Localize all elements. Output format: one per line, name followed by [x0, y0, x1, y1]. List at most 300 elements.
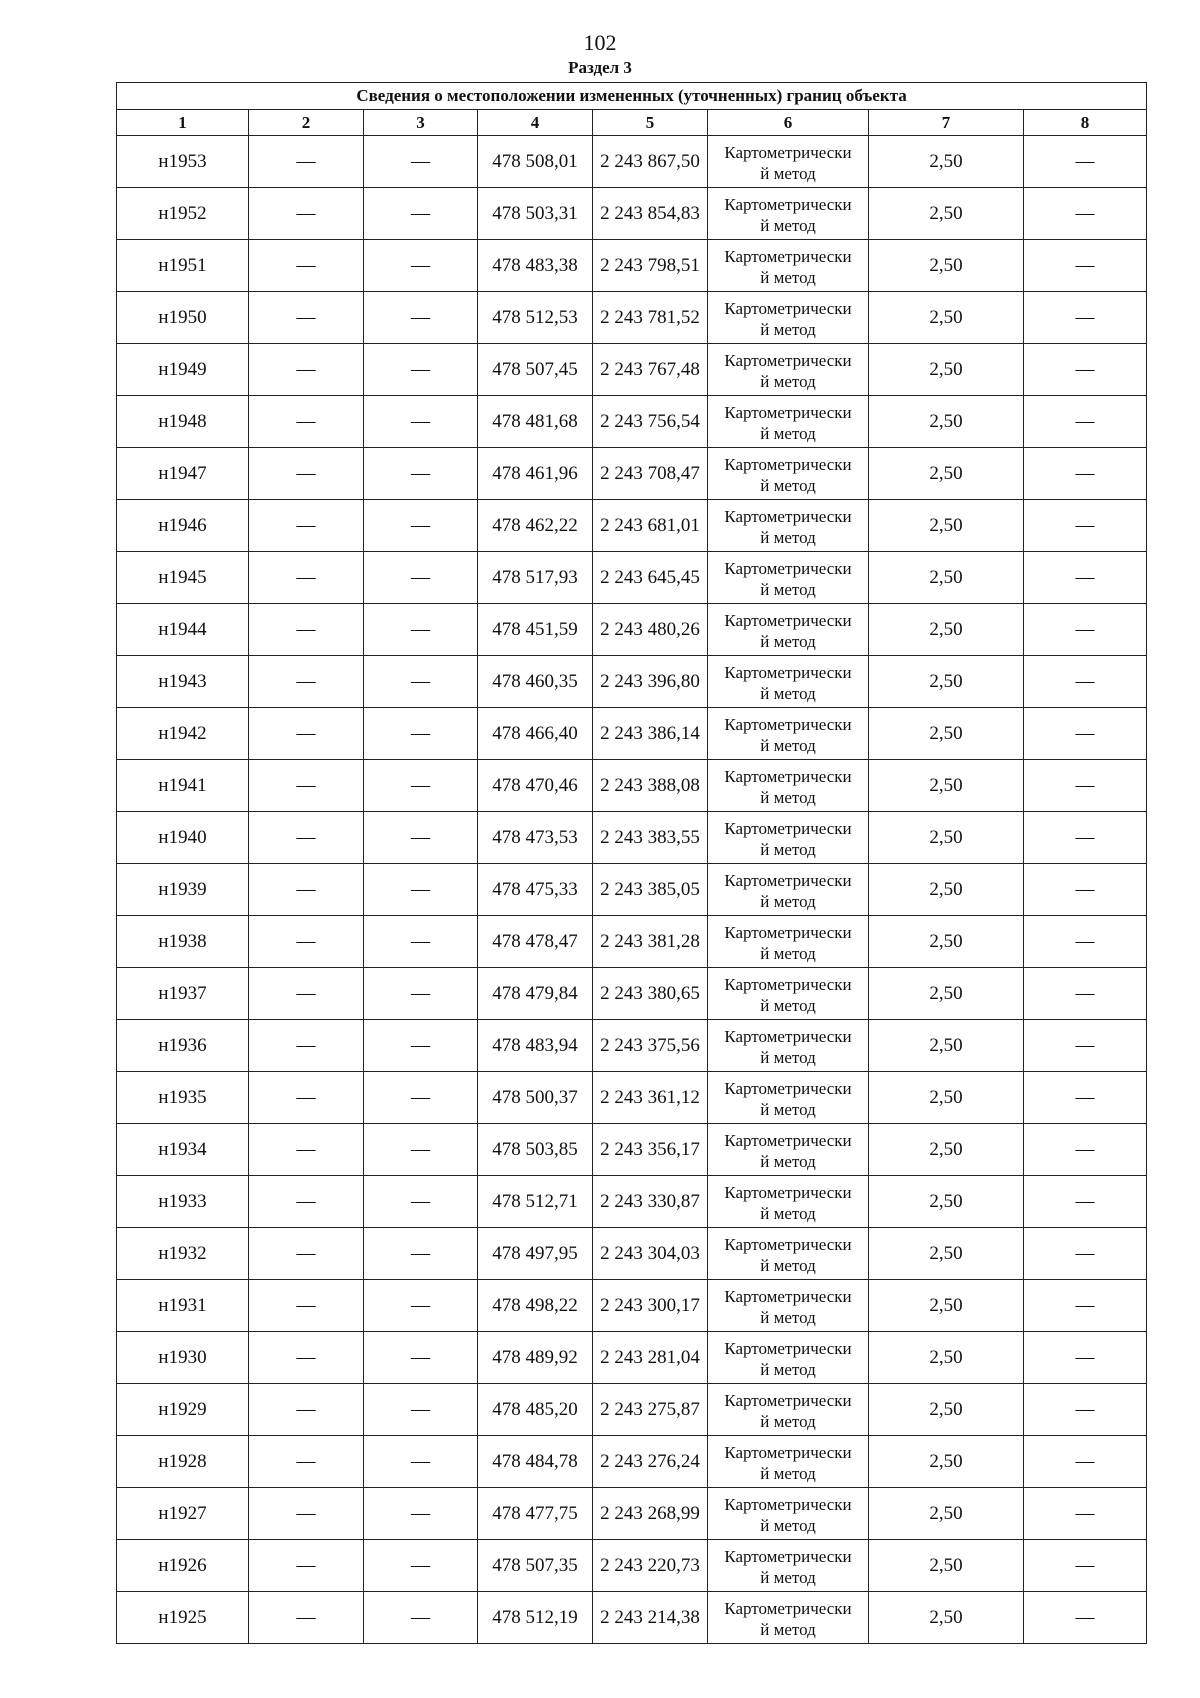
method-line-2: й метод — [760, 1359, 816, 1379]
page-number: 102 — [583, 30, 617, 55]
method-line-2: й метод — [760, 319, 816, 339]
x-coordinate-cell: 478 484,78 — [478, 1436, 593, 1488]
table-row — [117, 292, 1147, 344]
point-number-cell: н1941 — [117, 760, 249, 812]
column-3-cell: — — [364, 1488, 478, 1540]
method-line-1: Картометрически — [724, 1130, 852, 1150]
point-number-cell: н1935 — [117, 1072, 249, 1124]
method-line-1: Картометрически — [724, 870, 852, 890]
column-8-cell: — — [1024, 344, 1147, 396]
section-title: Раздел 3 — [568, 58, 632, 77]
column-8-cell: — — [1024, 760, 1147, 812]
accuracy-cell: 2,50 — [869, 292, 1024, 344]
column-2-cell: — — [249, 1176, 364, 1228]
method-line-2: й метод — [760, 1203, 816, 1223]
y-coordinate-cell: 2 243 756,54 — [593, 396, 708, 448]
column-2-cell: — — [249, 292, 364, 344]
point-number-cell: н1933 — [117, 1176, 249, 1228]
accuracy-cell: 2,50 — [869, 760, 1024, 812]
column-8-cell: — — [1024, 864, 1147, 916]
y-coordinate-cell: 2 243 220,73 — [593, 1540, 708, 1592]
table-row — [117, 1020, 1147, 1072]
table-row — [117, 1280, 1147, 1332]
y-coordinate-cell: 2 243 304,03 — [593, 1228, 708, 1280]
method-cell — [708, 136, 869, 188]
table-row — [117, 344, 1147, 396]
x-coordinate-cell: 478 497,95 — [478, 1228, 593, 1280]
table-row — [117, 552, 1147, 604]
column-2-cell: — — [249, 1592, 364, 1644]
column-2-cell: — — [249, 1020, 364, 1072]
method-line-2: й метод — [760, 839, 816, 859]
column-8-cell: — — [1024, 1592, 1147, 1644]
method-line-2: й метод — [760, 1307, 816, 1327]
column-8-cell: — — [1024, 812, 1147, 864]
column-8-cell: — — [1024, 916, 1147, 968]
method-cell — [708, 1540, 869, 1592]
table-row — [117, 1540, 1147, 1592]
column-3-cell: — — [364, 1332, 478, 1384]
method-line-1: Картометрически — [724, 558, 852, 578]
accuracy-cell: 2,50 — [869, 1176, 1024, 1228]
method-line-2: й метод — [760, 1567, 816, 1587]
column-3-cell: — — [364, 812, 478, 864]
method-cell — [708, 1436, 869, 1488]
column-2-cell: — — [249, 656, 364, 708]
column-3-cell: — — [364, 1176, 478, 1228]
column-3-cell: — — [364, 916, 478, 968]
accuracy-cell: 2,50 — [869, 864, 1024, 916]
column-8-cell: — — [1024, 708, 1147, 760]
method-line-1: Картометрически — [724, 1026, 852, 1046]
method-cell — [708, 916, 869, 968]
column-3-cell: — — [364, 708, 478, 760]
method-cell — [708, 1228, 869, 1280]
column-3-cell: — — [364, 760, 478, 812]
table-row — [117, 1228, 1147, 1280]
x-coordinate-cell: 478 461,96 — [478, 448, 593, 500]
column-8-cell: — — [1024, 448, 1147, 500]
column-header-1: 1 — [117, 110, 249, 136]
point-number-cell: н1938 — [117, 916, 249, 968]
accuracy-cell: 2,50 — [869, 1488, 1024, 1540]
column-8-cell: — — [1024, 1072, 1147, 1124]
y-coordinate-cell: 2 243 281,04 — [593, 1332, 708, 1384]
method-line-2: й метод — [760, 215, 816, 235]
y-coordinate-cell: 2 243 356,17 — [593, 1124, 708, 1176]
method-line-2: й метод — [760, 1619, 816, 1639]
method-line-2: й метод — [760, 631, 816, 651]
accuracy-cell: 2,50 — [869, 1592, 1024, 1644]
method-cell — [708, 812, 869, 864]
point-number-cell: н1952 — [117, 188, 249, 240]
method-cell — [708, 552, 869, 604]
accuracy-cell: 2,50 — [869, 1072, 1024, 1124]
y-coordinate-cell: 2 243 781,52 — [593, 292, 708, 344]
column-header-3: 3 — [364, 110, 478, 136]
y-coordinate-cell: 2 243 361,12 — [593, 1072, 708, 1124]
column-2-cell: — — [249, 1072, 364, 1124]
y-coordinate-cell: 2 243 275,87 — [593, 1384, 708, 1436]
method-line-2: й метод — [760, 1151, 816, 1171]
column-3-cell: — — [364, 1228, 478, 1280]
method-line-1: Картометрически — [724, 974, 852, 994]
x-coordinate-cell: 478 470,46 — [478, 760, 593, 812]
method-line-1: Картометрически — [724, 922, 852, 942]
point-number-cell: н1946 — [117, 500, 249, 552]
table-body — [117, 83, 1147, 1644]
table-row — [117, 136, 1147, 188]
table-row — [117, 708, 1147, 760]
x-coordinate-cell: 478 503,85 — [478, 1124, 593, 1176]
column-2-cell: — — [249, 812, 364, 864]
x-coordinate-cell: 478 451,59 — [478, 604, 593, 656]
accuracy-cell: 2,50 — [869, 1540, 1024, 1592]
column-2-cell: — — [249, 552, 364, 604]
accuracy-cell: 2,50 — [869, 1280, 1024, 1332]
column-2-cell: — — [249, 136, 364, 188]
method-cell — [708, 1488, 869, 1540]
method-line-1: Картометрически — [724, 246, 852, 266]
point-number-cell: н1943 — [117, 656, 249, 708]
table-row — [117, 916, 1147, 968]
accuracy-cell: 2,50 — [869, 136, 1024, 188]
method-cell — [708, 1124, 869, 1176]
column-3-cell: — — [364, 1384, 478, 1436]
method-line-2: й метод — [760, 267, 816, 287]
y-coordinate-cell: 2 243 854,83 — [593, 188, 708, 240]
method-line-1: Картометрически — [724, 1286, 852, 1306]
method-line-2: й метод — [760, 423, 816, 443]
table-row — [117, 240, 1147, 292]
column-2-cell: — — [249, 1488, 364, 1540]
column-8-cell: — — [1024, 552, 1147, 604]
accuracy-cell: 2,50 — [869, 1020, 1024, 1072]
method-line-1: Картометрически — [724, 766, 852, 786]
column-2-cell: — — [249, 864, 364, 916]
column-3-cell: — — [364, 968, 478, 1020]
table-caption-row — [117, 83, 1147, 110]
method-line-2: й метод — [760, 683, 816, 703]
method-cell — [708, 240, 869, 292]
accuracy-cell: 2,50 — [869, 448, 1024, 500]
y-coordinate-cell: 2 243 375,56 — [593, 1020, 708, 1072]
column-2-cell: — — [249, 240, 364, 292]
method-line-1: Картометрически — [724, 1338, 852, 1358]
column-2-cell: — — [249, 708, 364, 760]
column-8-cell: — — [1024, 292, 1147, 344]
method-cell — [708, 864, 869, 916]
table-row — [117, 1384, 1147, 1436]
x-coordinate-cell: 478 481,68 — [478, 396, 593, 448]
x-coordinate-cell: 478 462,22 — [478, 500, 593, 552]
method-line-2: й метод — [760, 475, 816, 495]
y-coordinate-cell: 2 243 380,65 — [593, 968, 708, 1020]
column-8-cell: — — [1024, 136, 1147, 188]
column-8-cell: — — [1024, 656, 1147, 708]
table-row — [117, 760, 1147, 812]
x-coordinate-cell: 478 512,71 — [478, 1176, 593, 1228]
column-8-cell: — — [1024, 500, 1147, 552]
method-cell — [708, 188, 869, 240]
y-coordinate-cell: 2 243 480,26 — [593, 604, 708, 656]
y-coordinate-cell: 2 243 708,47 — [593, 448, 708, 500]
column-8-cell: — — [1024, 1228, 1147, 1280]
column-3-cell: — — [364, 1280, 478, 1332]
table-row — [117, 864, 1147, 916]
column-2-cell: — — [249, 604, 364, 656]
accuracy-cell: 2,50 — [869, 1384, 1024, 1436]
table-row — [117, 604, 1147, 656]
y-coordinate-cell: 2 243 383,55 — [593, 812, 708, 864]
y-coordinate-cell: 2 243 268,99 — [593, 1488, 708, 1540]
method-line-2: й метод — [760, 943, 816, 963]
column-3-cell: — — [364, 448, 478, 500]
table-row — [117, 448, 1147, 500]
method-line-1: Картометрически — [724, 714, 852, 734]
method-line-1: Картометрически — [724, 662, 852, 682]
column-8-cell: — — [1024, 1540, 1147, 1592]
method-cell — [708, 396, 869, 448]
column-3-cell: — — [364, 396, 478, 448]
method-line-1: Картометрически — [724, 1494, 852, 1514]
column-3-cell: — — [364, 1592, 478, 1644]
accuracy-cell: 2,50 — [869, 1436, 1024, 1488]
accuracy-cell: 2,50 — [869, 396, 1024, 448]
point-number-cell: н1932 — [117, 1228, 249, 1280]
column-2-cell: — — [249, 396, 364, 448]
accuracy-cell: 2,50 — [869, 1228, 1024, 1280]
x-coordinate-cell: 478 512,19 — [478, 1592, 593, 1644]
boundary-coordinates-table — [116, 82, 1147, 1644]
method-cell — [708, 1384, 869, 1436]
method-line-1: Картометрически — [724, 402, 852, 422]
point-number-cell: н1934 — [117, 1124, 249, 1176]
method-line-2: й метод — [760, 891, 816, 911]
column-2-cell: — — [249, 344, 364, 396]
column-2-cell: — — [249, 1436, 364, 1488]
point-number-cell: н1928 — [117, 1436, 249, 1488]
table-row — [117, 188, 1147, 240]
y-coordinate-cell: 2 243 681,01 — [593, 500, 708, 552]
x-coordinate-cell: 478 500,37 — [478, 1072, 593, 1124]
column-3-cell: — — [364, 1072, 478, 1124]
point-number-cell: н1953 — [117, 136, 249, 188]
y-coordinate-cell: 2 243 386,14 — [593, 708, 708, 760]
column-header-6: 6 — [708, 110, 869, 136]
column-2-cell: — — [249, 1540, 364, 1592]
method-line-2: й метод — [760, 1463, 816, 1483]
method-line-2: й метод — [760, 527, 816, 547]
y-coordinate-cell: 2 243 276,24 — [593, 1436, 708, 1488]
column-3-cell: — — [364, 344, 478, 396]
column-3-cell: — — [364, 240, 478, 292]
column-8-cell: — — [1024, 1332, 1147, 1384]
column-3-cell: — — [364, 136, 478, 188]
method-cell — [708, 968, 869, 1020]
x-coordinate-cell: 478 498,22 — [478, 1280, 593, 1332]
x-coordinate-cell: 478 512,53 — [478, 292, 593, 344]
method-line-2: й метод — [760, 995, 816, 1015]
table-row — [117, 812, 1147, 864]
method-line-1: Картометрически — [724, 1546, 852, 1566]
method-cell — [708, 656, 869, 708]
x-coordinate-cell: 478 483,38 — [478, 240, 593, 292]
method-line-1: Картометрически — [724, 1598, 852, 1618]
column-header-8: 8 — [1024, 110, 1147, 136]
method-line-1: Картометрически — [724, 350, 852, 370]
method-cell — [708, 1280, 869, 1332]
y-coordinate-cell: 2 243 767,48 — [593, 344, 708, 396]
column-header-7: 7 — [869, 110, 1024, 136]
column-2-cell: — — [249, 1384, 364, 1436]
point-number-cell: н1936 — [117, 1020, 249, 1072]
x-coordinate-cell: 478 483,94 — [478, 1020, 593, 1072]
x-coordinate-cell: 478 489,92 — [478, 1332, 593, 1384]
column-3-cell: — — [364, 500, 478, 552]
accuracy-cell: 2,50 — [869, 188, 1024, 240]
table-caption: Сведения о местоположении измененных (уточненных) границ объекта — [117, 83, 1147, 110]
column-8-cell: — — [1024, 968, 1147, 1020]
point-number-cell: н1931 — [117, 1280, 249, 1332]
method-cell — [708, 1072, 869, 1124]
method-line-1: Картометрически — [724, 142, 852, 162]
column-2-cell: — — [249, 968, 364, 1020]
column-3-cell: — — [364, 1436, 478, 1488]
method-cell — [708, 1020, 869, 1072]
method-line-1: Картометрически — [724, 1442, 852, 1462]
method-cell — [708, 292, 869, 344]
method-cell — [708, 500, 869, 552]
method-line-1: Картометрически — [724, 1078, 852, 1098]
method-line-1: Картометрически — [724, 454, 852, 474]
y-coordinate-cell: 2 243 645,45 — [593, 552, 708, 604]
table-row — [117, 1176, 1147, 1228]
column-2-cell: — — [249, 1280, 364, 1332]
column-8-cell: — — [1024, 396, 1147, 448]
y-coordinate-cell: 2 243 867,50 — [593, 136, 708, 188]
x-coordinate-cell: 478 473,53 — [478, 812, 593, 864]
method-line-1: Картометрически — [724, 506, 852, 526]
method-cell — [708, 344, 869, 396]
method-line-1: Картометрически — [724, 298, 852, 318]
x-coordinate-cell: 478 460,35 — [478, 656, 593, 708]
point-number-cell: н1927 — [117, 1488, 249, 1540]
point-number-cell: н1939 — [117, 864, 249, 916]
y-coordinate-cell: 2 243 214,38 — [593, 1592, 708, 1644]
method-line-1: Картометрически — [724, 1390, 852, 1410]
table-row — [117, 1436, 1147, 1488]
x-coordinate-cell: 478 517,93 — [478, 552, 593, 604]
accuracy-cell: 2,50 — [869, 1332, 1024, 1384]
column-2-cell: — — [249, 916, 364, 968]
column-2-cell: — — [249, 188, 364, 240]
x-coordinate-cell: 478 475,33 — [478, 864, 593, 916]
accuracy-cell: 2,50 — [869, 656, 1024, 708]
method-line-1: Картометрически — [724, 194, 852, 214]
table-row — [117, 1592, 1147, 1644]
method-cell — [708, 1176, 869, 1228]
method-cell — [708, 448, 869, 500]
method-cell — [708, 760, 869, 812]
method-line-2: й метод — [760, 1255, 816, 1275]
point-number-cell: н1949 — [117, 344, 249, 396]
table-row — [117, 1488, 1147, 1540]
table-row — [117, 1124, 1147, 1176]
method-line-2: й метод — [760, 579, 816, 599]
x-coordinate-cell: 478 503,31 — [478, 188, 593, 240]
method-line-2: й метод — [760, 1099, 816, 1119]
accuracy-cell: 2,50 — [869, 240, 1024, 292]
column-8-cell: — — [1024, 240, 1147, 292]
point-number-cell: н1940 — [117, 812, 249, 864]
x-coordinate-cell: 478 508,01 — [478, 136, 593, 188]
column-2-cell: — — [249, 1332, 364, 1384]
y-coordinate-cell: 2 243 385,05 — [593, 864, 708, 916]
method-line-1: Картометрически — [724, 818, 852, 838]
column-8-cell: — — [1024, 188, 1147, 240]
method-line-1: Картометрически — [724, 1234, 852, 1254]
column-2-cell: — — [249, 500, 364, 552]
point-number-cell: н1926 — [117, 1540, 249, 1592]
column-3-cell: — — [364, 604, 478, 656]
table-header-row — [117, 110, 1147, 136]
point-number-cell: н1930 — [117, 1332, 249, 1384]
accuracy-cell: 2,50 — [869, 968, 1024, 1020]
column-3-cell: — — [364, 1540, 478, 1592]
y-coordinate-cell: 2 243 388,08 — [593, 760, 708, 812]
table-row — [117, 1332, 1147, 1384]
column-8-cell: — — [1024, 1020, 1147, 1072]
column-2-cell: — — [249, 760, 364, 812]
accuracy-cell: 2,50 — [869, 1124, 1024, 1176]
point-number-cell: н1925 — [117, 1592, 249, 1644]
accuracy-cell: 2,50 — [869, 708, 1024, 760]
column-3-cell: — — [364, 188, 478, 240]
point-number-cell: н1942 — [117, 708, 249, 760]
column-8-cell: — — [1024, 1384, 1147, 1436]
table-row — [117, 500, 1147, 552]
y-coordinate-cell: 2 243 330,87 — [593, 1176, 708, 1228]
point-number-cell: н1951 — [117, 240, 249, 292]
point-number-cell: н1937 — [117, 968, 249, 1020]
column-header-4: 4 — [478, 110, 593, 136]
column-3-cell: — — [364, 552, 478, 604]
column-header-2: 2 — [249, 110, 364, 136]
y-coordinate-cell: 2 243 300,17 — [593, 1280, 708, 1332]
method-cell — [708, 1592, 869, 1644]
column-2-cell: — — [249, 1124, 364, 1176]
column-8-cell: — — [1024, 1280, 1147, 1332]
accuracy-cell: 2,50 — [869, 500, 1024, 552]
table-row — [117, 968, 1147, 1020]
point-number-cell: н1947 — [117, 448, 249, 500]
table-row — [117, 656, 1147, 708]
method-line-2: й метод — [760, 1515, 816, 1535]
method-line-2: й метод — [760, 371, 816, 391]
column-8-cell: — — [1024, 1176, 1147, 1228]
table-row — [117, 396, 1147, 448]
column-8-cell: — — [1024, 1436, 1147, 1488]
method-line-2: й метод — [760, 1047, 816, 1067]
column-8-cell: — — [1024, 1488, 1147, 1540]
accuracy-cell: 2,50 — [869, 344, 1024, 396]
column-8-cell: — — [1024, 1124, 1147, 1176]
y-coordinate-cell: 2 243 798,51 — [593, 240, 708, 292]
method-cell — [708, 708, 869, 760]
accuracy-cell: 2,50 — [869, 552, 1024, 604]
accuracy-cell: 2,50 — [869, 812, 1024, 864]
